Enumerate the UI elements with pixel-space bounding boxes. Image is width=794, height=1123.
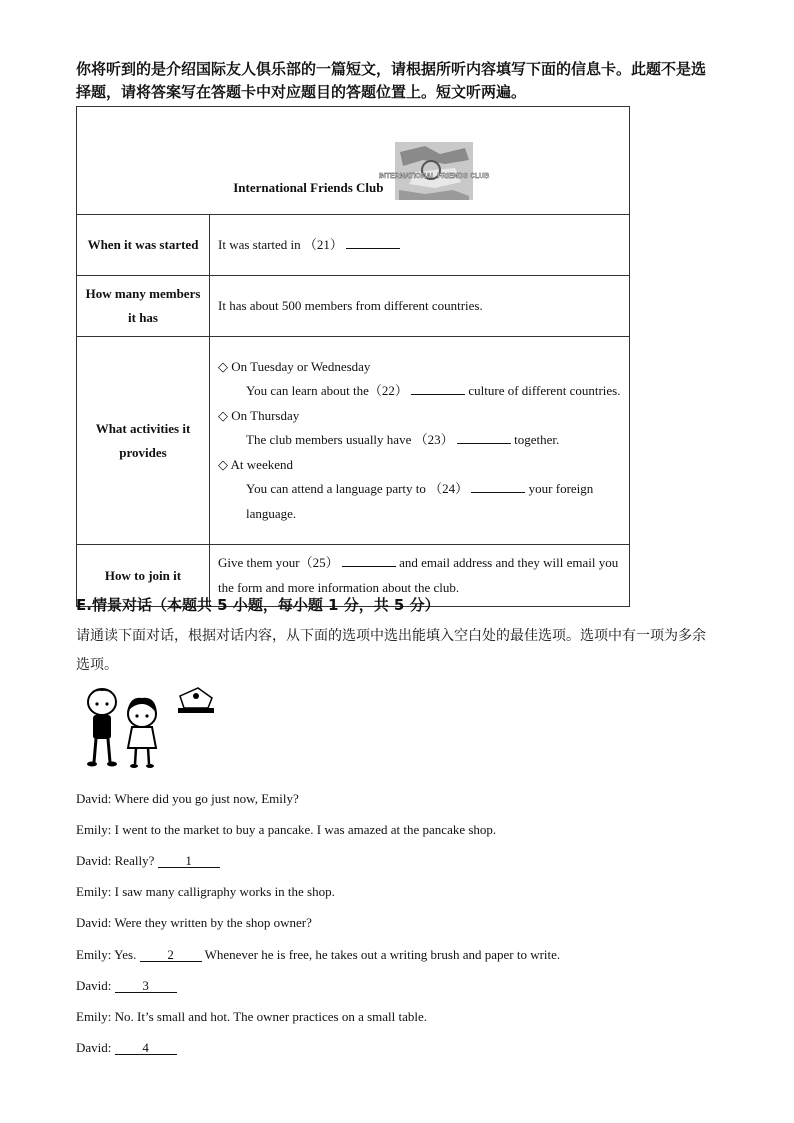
- activity-3-text: You can attend a language party to （24） your foreign language.: [246, 481, 594, 521]
- dialogue-blank-3[interactable]: 3: [115, 979, 177, 993]
- dialogue-line: [76, 978, 177, 994]
- activities-cell: [210, 337, 630, 545]
- listening-instruction: 你将听到的是介绍国际友人俱乐部的一篇短文，请根据所听内容填写下面的信息卡。此题不是选择题，请将答案写在答题卡中对应题目的答题位置上。短文听两遍。: [76, 60, 707, 101]
- dialogue-text: Emily: Yes.: [76, 947, 140, 962]
- dialogue-text: David: Really?: [76, 853, 158, 868]
- logo-lettering: INTERNATIONAL FRIENDS CLUB: [378, 173, 490, 180]
- join-cell: Give them your（25） and email address and they will email you the form and more information about the club.: [210, 545, 630, 607]
- dialogue-line: [76, 853, 220, 869]
- activity-3-heading: ◇ At weekend: [218, 456, 293, 472]
- answer-blank-24[interactable]: [471, 480, 525, 493]
- members-label: How many members it has: [77, 276, 210, 337]
- activity-1-heading: ◇ On Tuesday or Wednesday: [218, 358, 371, 374]
- dialogue-line: [76, 947, 560, 963]
- dialogue-text: David:: [76, 978, 115, 993]
- dialogue-line: [76, 1040, 177, 1056]
- dialogue-text: Emily: I went to the market to buy a pancake. I was amazed at the pancake shop.: [76, 822, 497, 837]
- info-card: [76, 106, 630, 607]
- section-e-title: E.情景对话（本题共 5 小题，每小题 1 分，共 5 分）: [76, 596, 440, 614]
- started-label: When it was started: [77, 215, 210, 276]
- card-header: [77, 107, 630, 215]
- answer-blank-25[interactable]: [342, 554, 396, 567]
- members-cell: It has about 500 members from different countries.: [210, 276, 630, 337]
- dialogue-text: Emily: I saw many calligraphy works in the shop.: [76, 884, 335, 899]
- dialogue-blank-4[interactable]: 4: [115, 1041, 177, 1055]
- dialogue-text: Emily: No. It’s small and hot. The owner practices on a small table.: [76, 1009, 428, 1024]
- answer-blank-21[interactable]: [346, 236, 400, 249]
- activity-2-text: The club members usually have （23） together.: [246, 432, 560, 448]
- dialogue-text: David: Were they written by the shop owner?: [76, 915, 312, 930]
- club-title: International Friends Club: [233, 180, 384, 195]
- join-label: How to join it: [77, 545, 210, 607]
- activity-2-heading: ◇ On Thursday: [218, 407, 300, 423]
- dialogue-line: [76, 1009, 427, 1025]
- dialogue-blank-1[interactable]: 1: [158, 854, 220, 868]
- section-e-instruction: 请通读下面对话，根据对话内容，从下面的选项中选出能填入空白处的最佳选项。选项中有一项为多余选项。: [76, 628, 706, 673]
- dialogue-blank-2[interactable]: 2: [140, 948, 202, 962]
- dialogue-text: David: Where did you go just now, Emily?: [76, 791, 299, 806]
- dialogue-line: [76, 822, 496, 838]
- dialogue-line: [76, 884, 335, 900]
- activities-label: What activities it provides: [77, 337, 210, 545]
- dialogue-text: Whenever he is free, he takes out a writing brush and paper to write.: [201, 947, 561, 962]
- answer-blank-23[interactable]: [457, 431, 511, 444]
- kids-illustration: [80, 682, 220, 772]
- activity-1-text: You can learn about the（22） culture of different countries.: [246, 383, 621, 399]
- dialogue-text: David:: [76, 1040, 115, 1055]
- started-cell: It was started in （21）: [210, 215, 630, 276]
- dialogue-line: [76, 915, 312, 931]
- dialogue-line: [76, 791, 299, 807]
- club-logo-image: [378, 142, 490, 200]
- answer-blank-22[interactable]: [411, 382, 465, 395]
